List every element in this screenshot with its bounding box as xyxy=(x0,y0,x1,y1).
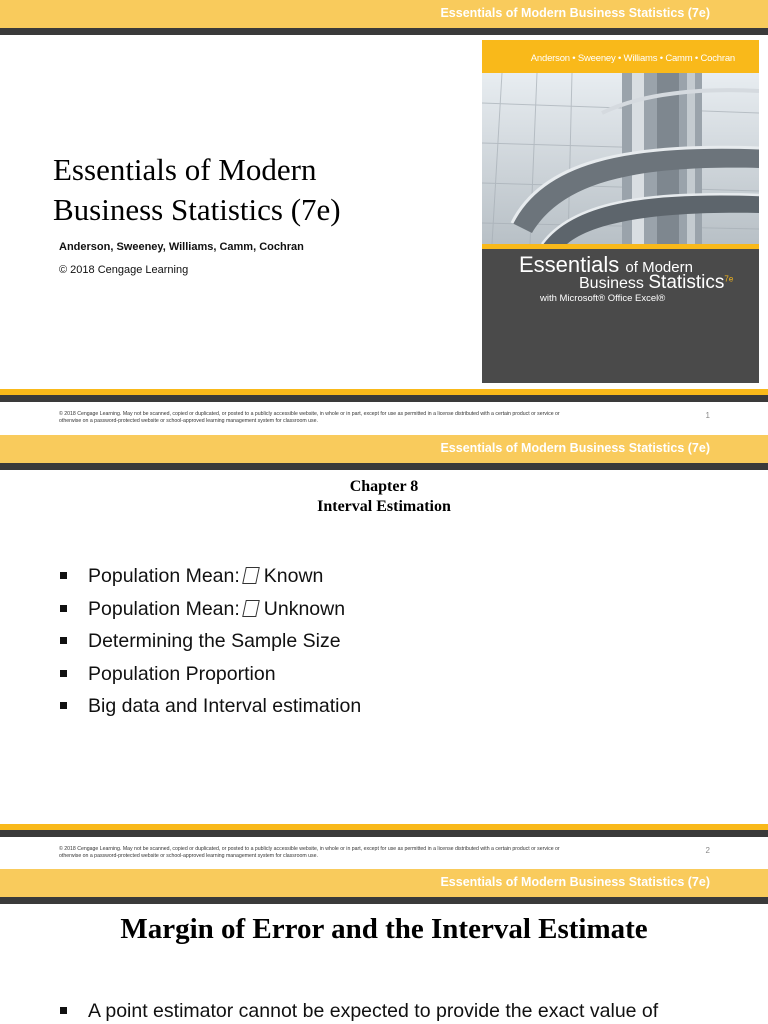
slide-header-bar xyxy=(0,435,768,463)
page-number: 1 xyxy=(705,411,710,420)
list-item: Population Mean: Unknown xyxy=(60,593,361,626)
bullet-square-icon xyxy=(60,572,67,579)
list-item: Big data and Interval estimation xyxy=(60,690,361,723)
chapter-number: Chapter 8 xyxy=(349,478,419,495)
book-cover-image xyxy=(482,40,759,383)
slide-1 xyxy=(0,0,768,434)
cover-authors: Anderson • Sweeney • Williams • Camm • Cochran xyxy=(530,53,735,64)
title-line-2: Business Statistics (7e) xyxy=(53,192,341,227)
footer-divider xyxy=(0,395,768,402)
cover-title-line-1: Essentials of Modern xyxy=(519,252,693,277)
topic-list xyxy=(60,560,361,723)
slide-header-bar xyxy=(0,0,768,28)
slide-header-text: Essentials of Modern Business Statistics (7e) xyxy=(440,441,710,455)
chapter-title: Interval Estimation xyxy=(317,498,451,515)
list-item: Determining the Sample Size xyxy=(60,625,361,658)
bullet-square-icon xyxy=(60,702,67,709)
authors: Anderson, Sweeney, Williams, Camm, Cochran xyxy=(59,241,304,253)
copyright: © 2018 Cengage Learning xyxy=(59,264,189,276)
bullet-square-icon xyxy=(60,637,67,644)
page-number: 2 xyxy=(705,846,710,855)
list-item: Population Mean: Known xyxy=(60,560,361,593)
content-list xyxy=(60,995,658,1024)
footer-notice: © 2018 Cengage Learning. May not be scanned, copied or duplicated, or posted to a publicly accessible website, in whole or in part, except for use as permitted in a license distributed with a certain product or service or otherwise on a password-protected website or school-approved learning management system for classroom use. xyxy=(59,846,560,859)
header-divider xyxy=(0,897,768,904)
sigma-symbol-icon xyxy=(242,567,260,584)
slide-title: Margin of Error and the Interval Estimate xyxy=(120,913,648,945)
title-line-1: Essentials of Modern xyxy=(53,152,317,187)
cover-title-line-2: Business Statistics$^{7e}$ xyxy=(579,272,734,293)
slide-header-text: Essentials of Modern Business Statistics (7e) xyxy=(440,875,710,889)
list-item: A point estimator cannot be expected to provide the exact value of xyxy=(60,995,658,1024)
cover-author-band xyxy=(482,40,759,73)
cover-photo-staircase xyxy=(482,73,759,244)
slide-title xyxy=(53,150,453,230)
staircase-illustration xyxy=(482,73,759,244)
header-divider xyxy=(0,28,768,35)
slide-header-text: Essentials of Modern Business Statistics (7e) xyxy=(440,6,710,20)
cover-divider xyxy=(482,244,759,249)
footer-notice: © 2018 Cengage Learning. May not be scanned, copied or duplicated, or posted to a publicly accessible website, in whole or in part, except for use as permitted in a license distributed with a certain product or service or otherwise on a password-protected website or school-approved learning management system for classroom use. xyxy=(59,411,560,424)
footer-divider xyxy=(0,830,768,837)
list-item: Population Proportion xyxy=(60,658,361,691)
sigma-symbol-icon xyxy=(242,600,260,617)
bullet-square-icon xyxy=(60,1007,67,1014)
bullet-square-icon xyxy=(60,670,67,677)
slide-3 xyxy=(0,869,768,1024)
slide-2 xyxy=(0,435,768,868)
cover-subtitle: with Microsoft® Office Excel® xyxy=(540,293,666,304)
slide-header-bar xyxy=(0,869,768,897)
header-divider xyxy=(0,463,768,470)
bullet-square-icon xyxy=(60,605,67,612)
